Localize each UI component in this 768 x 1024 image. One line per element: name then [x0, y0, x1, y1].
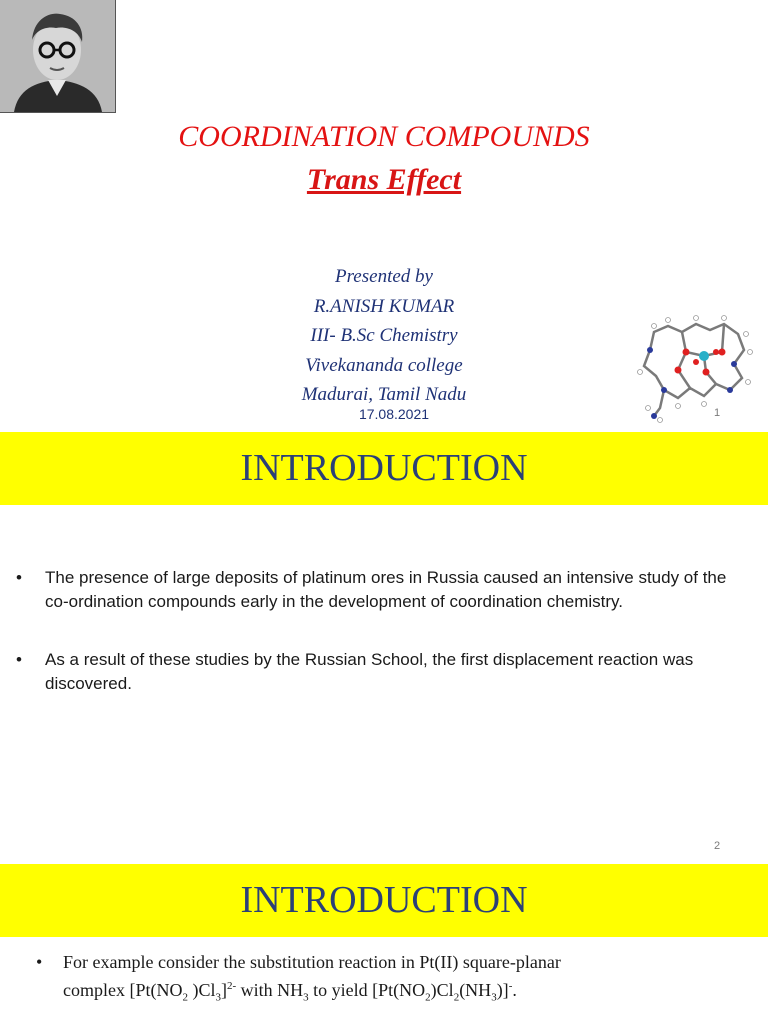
page-number: 1	[714, 407, 721, 419]
bullet-icon: •	[16, 568, 22, 587]
slide-introduction-continued	[0, 864, 768, 1024]
presenter-block	[234, 262, 534, 410]
bullet-list	[0, 950, 768, 1024]
list-item	[0, 648, 768, 696]
section-heading: INTRODUCTION	[0, 432, 768, 505]
list-item	[0, 566, 768, 614]
presenter-line: Presented by	[335, 266, 433, 287]
presenter-location: Madurai, Tamil Nadu	[301, 384, 467, 405]
molecule-model-image	[634, 312, 758, 424]
formula-text: complex [$Pt(NO_2$ )$Cl_3]^{2-}$ with $NH_3$ to yield $[Pt(NO_2)Cl_2(NH_3)]^-$.	[63, 980, 517, 1004]
presentation-title: COORDINATION COMPOUNDS	[178, 120, 590, 153]
page-number: 2	[714, 840, 721, 852]
presenter-college: Vivekananda college	[305, 354, 463, 376]
bullet-list	[0, 566, 768, 730]
bullet-text-line: For example consider the substitution reaction in Pt(II) square-planar	[63, 952, 561, 972]
presentation-subtitle: Trans Effect	[306, 163, 462, 196]
bullet-icon: •	[36, 952, 43, 972]
presentation-date: 17.08.2021	[358, 406, 430, 422]
bullet-text: The presence of large deposits of platinum ores in Russia caused an intensive study of the co-ordination compounds early in the development of coordination chemistry.	[45, 568, 727, 611]
slide-title	[0, 0, 768, 432]
bullet-icon: •	[16, 650, 22, 669]
presenter-name: R.ANISH KUMAR	[313, 295, 455, 317]
bullet-text: As a result of these studies by the Russian School, the first displacement reaction was discovered.	[45, 650, 694, 693]
section-heading: INTRODUCTION	[0, 864, 768, 937]
portrait-illustration	[0, 0, 115, 112]
slide-introduction	[0, 432, 768, 864]
list-item	[0, 950, 768, 1010]
presenter-course: III- B.Sc Chemistry	[310, 325, 458, 346]
portrait-photo	[0, 0, 116, 113]
